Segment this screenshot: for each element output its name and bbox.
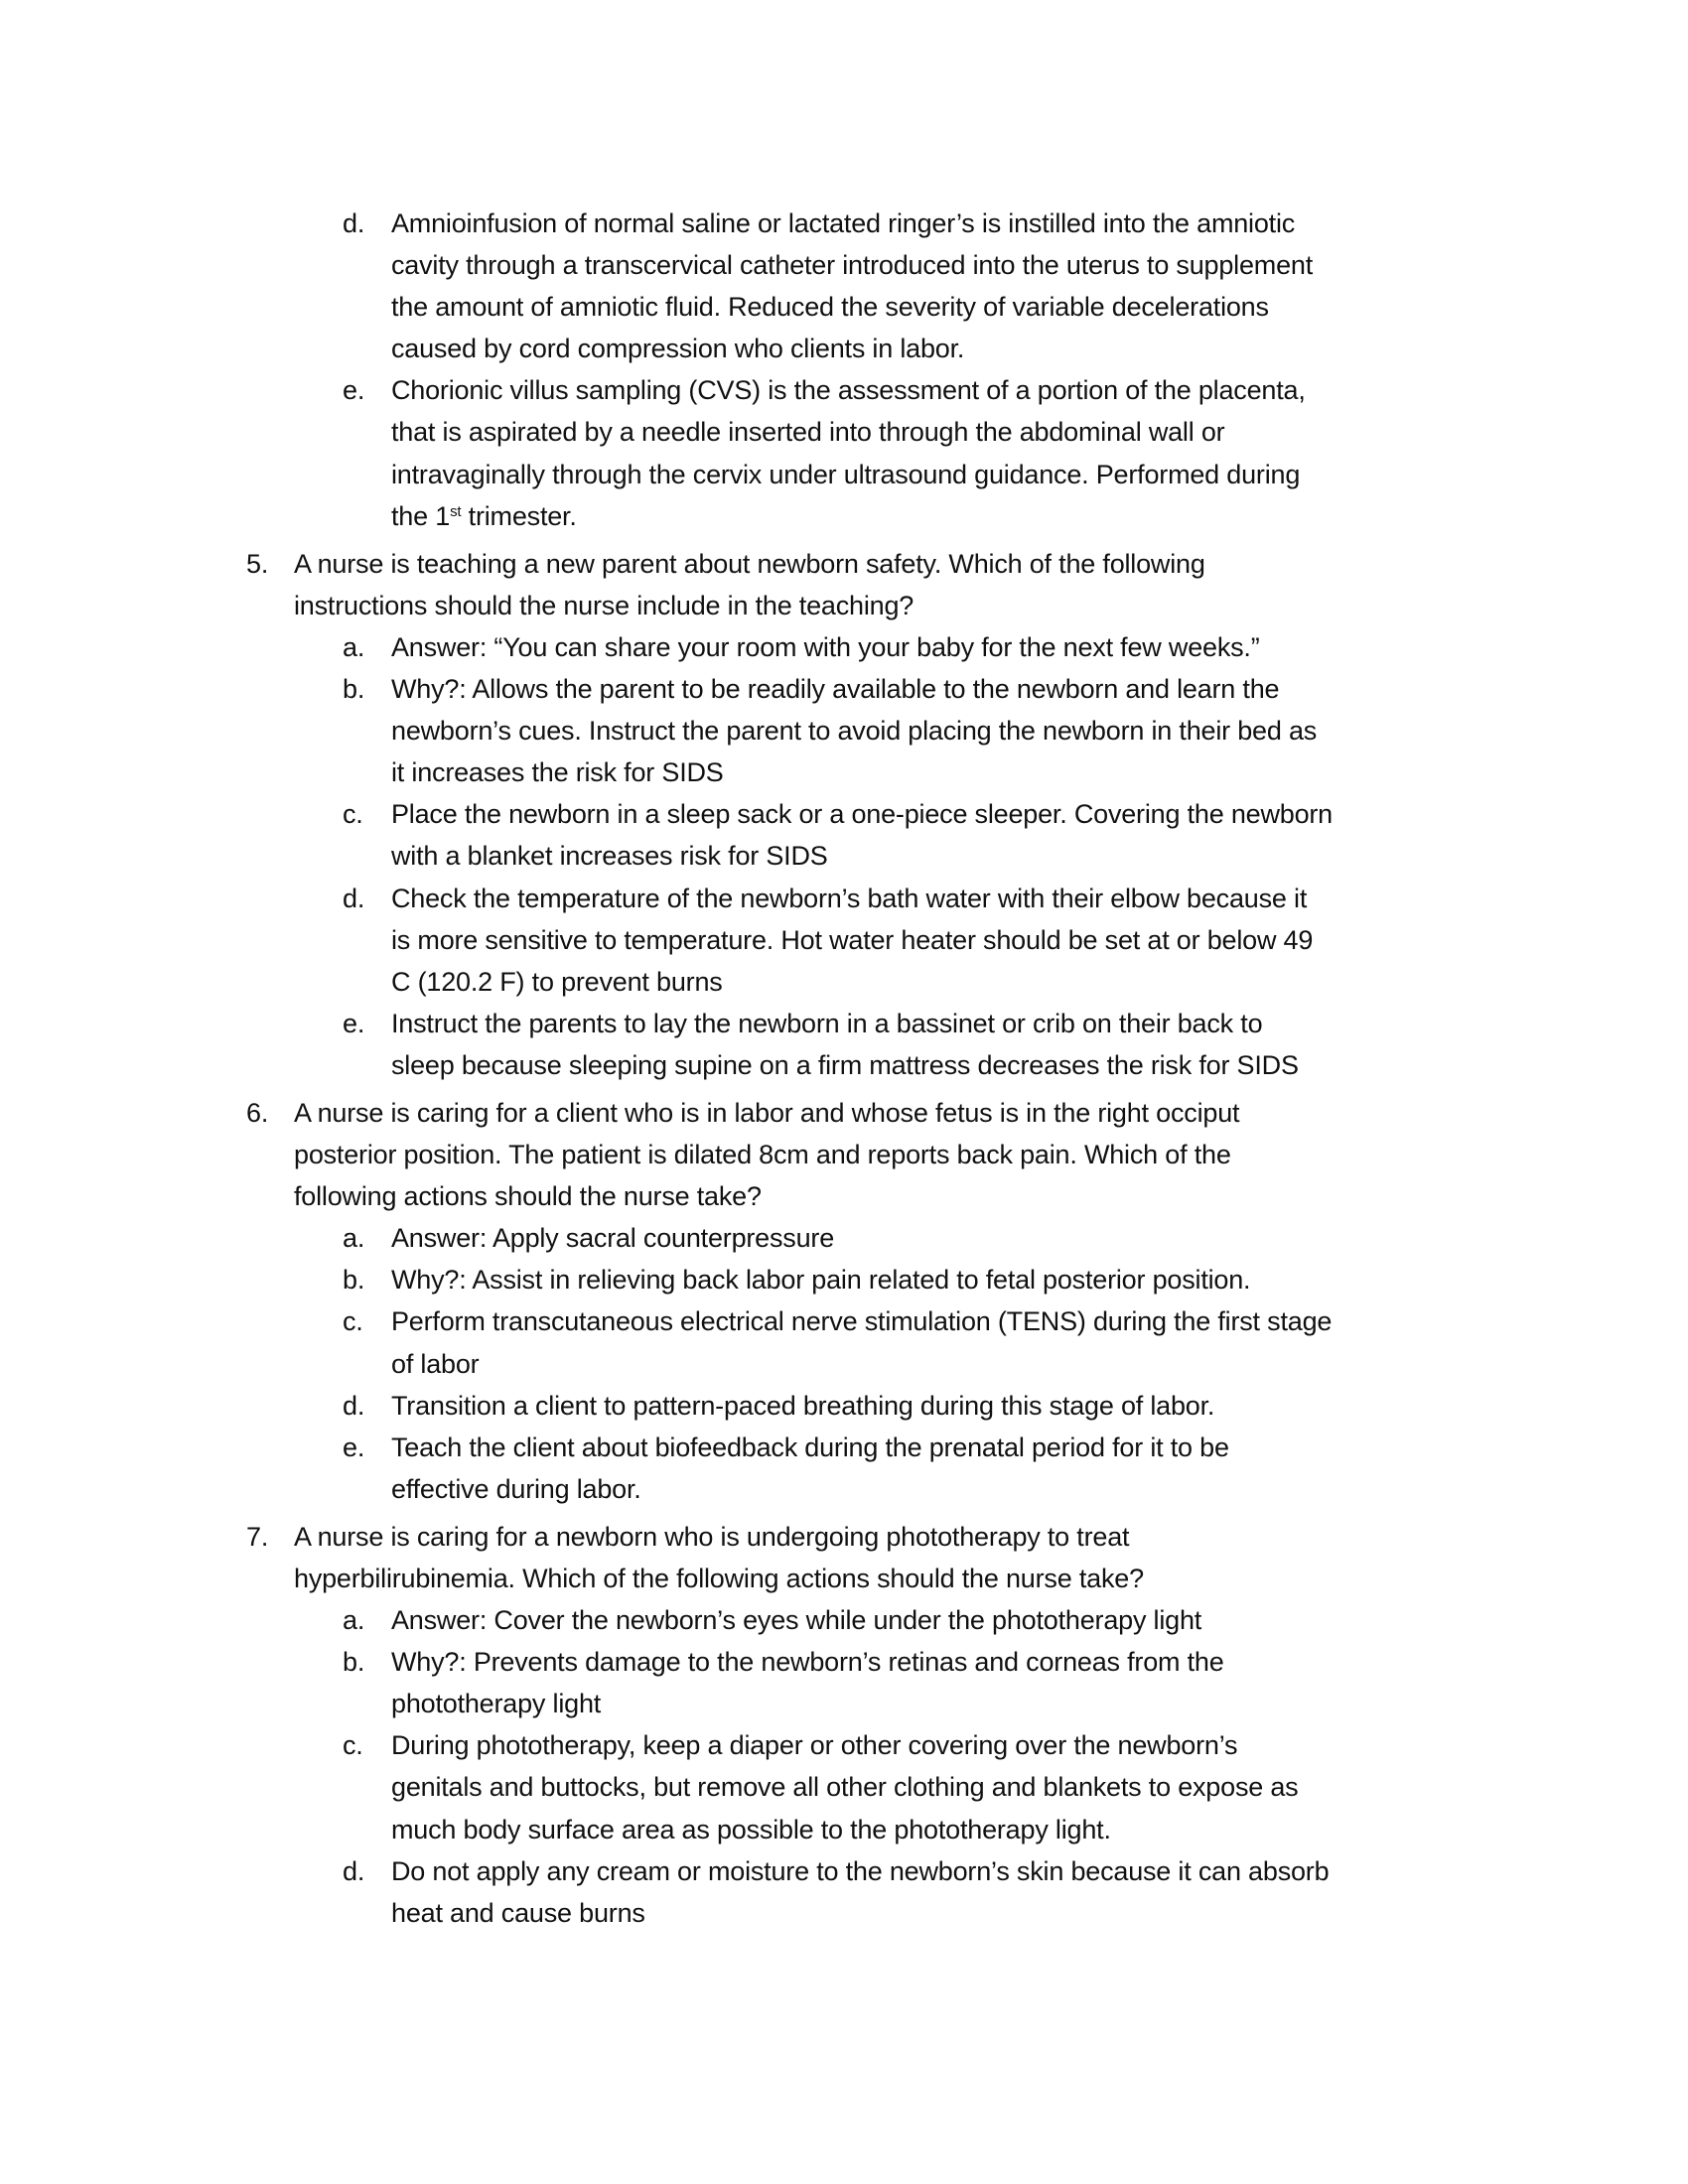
answer-option [0, 878, 1688, 1003]
answer-option [0, 1724, 1688, 1849]
list-marker: a. [343, 1223, 365, 1254]
answer-option [0, 203, 1688, 369]
list-marker: d. [343, 208, 365, 238]
list-marker: 5. [246, 548, 269, 579]
text-line: A nurse is caring for a newborn who is undergoing phototherapy to treat [294, 1521, 1130, 1552]
text-line: intravaginally through the cervix under ultrasound guidance. Performed during [391, 459, 1301, 489]
list-marker: 6. [246, 1097, 269, 1128]
text-line: Perform transcutaneous electrical nerve stimulation (TENS) during the first stage [391, 1306, 1333, 1337]
list-marker: c. [343, 799, 363, 830]
answer-option [0, 1599, 1688, 1641]
list-marker: b. [343, 674, 365, 705]
list-marker: c. [343, 1306, 363, 1337]
text-segment: the 1 [391, 500, 451, 531]
document-page [0, 203, 1688, 1934]
answer-option [0, 1259, 1688, 1300]
list-marker: a. [343, 631, 365, 662]
text-line: is more sensitive to temperature. Hot water heater should be set at or below 49 [391, 924, 1314, 955]
text-line: Answer: Cover the newborn’s eyes while under the phototherapy light [391, 1605, 1202, 1636]
list-marker: a. [343, 1605, 365, 1636]
text-line: posterior position. The patient is dilated 8cm and reports back pain. Which of the [294, 1140, 1231, 1170]
answer-option [0, 1003, 1688, 1086]
list-marker: c. [343, 1730, 363, 1761]
list-marker: b. [343, 1265, 365, 1296]
answer-option [0, 668, 1688, 793]
text-line: heat and cause burns [391, 1897, 645, 1928]
text-line: genitals and buttocks, but remove all other clothing and blankets to expose as [391, 1772, 1299, 1803]
text-line: Answer: Apply sacral counterpressure [391, 1223, 835, 1254]
text-segment: trimester. [461, 500, 577, 531]
question-item [0, 1092, 1688, 1217]
text-line: effective during labor. [391, 1473, 641, 1504]
list-marker: b. [343, 1647, 365, 1678]
answer-option [0, 1850, 1688, 1934]
text-line: it increases the risk for SIDS [391, 757, 724, 788]
text-line: following actions should the nurse take? [294, 1181, 762, 1212]
text-line: Why?: Assist in relieving back labor pain related to fetal posterior position. [391, 1265, 1251, 1296]
text-line: Transition a client to pattern-paced breathing during this stage of labor. [391, 1390, 1215, 1421]
answer-option [0, 626, 1688, 668]
text-line: Instruct the parents to lay the newborn in a bassinet or crib on their back to [391, 1008, 1263, 1038]
text-line: Why?: Prevents damage to the newborn’s retinas and corneas from the [391, 1647, 1224, 1678]
text-line: Do not apply any cream or moisture to the newborn’s skin because it can absorb [391, 1855, 1330, 1886]
list-marker: e. [343, 375, 365, 406]
text-line [0, 495, 1688, 537]
answer-option [0, 1641, 1688, 1724]
text-line: of labor [391, 1348, 480, 1379]
text-line: A nurse is teaching a new parent about newborn safety. Which of the following [294, 548, 1205, 579]
text-line: much body surface area as possible to the phototherapy light. [391, 1814, 1111, 1844]
list-marker: e. [343, 1432, 365, 1462]
text-line: Check the temperature of the newborn’s bath water with their elbow because it [391, 883, 1308, 913]
list-marker: d. [343, 883, 365, 913]
text-line: Teach the client about biofeedback during the prenatal period for it to be [391, 1432, 1229, 1462]
text-line: with a blanket increases risk for SIDS [391, 841, 828, 872]
text-line: phototherapy light [391, 1689, 602, 1719]
text-line: that is aspirated by a needle inserted into through the abdominal wall or [391, 417, 1225, 448]
question-item [0, 543, 1688, 626]
text-line: hyperbilirubinemia. Which of the following actions should the nurse take? [294, 1564, 1144, 1593]
text-line: Amnioinfusion of normal saline or lactated ringer’s is instilled into the amniotic [391, 208, 1296, 238]
superscript: st [450, 502, 462, 520]
text-line: sleep because sleeping supine on a firm mattress decreases the risk for SIDS [391, 1049, 1299, 1080]
text-line: A nurse is caring for a client who is in labor and whose fetus is in the right occiput [294, 1097, 1240, 1128]
text-line: During phototherapy, keep a diaper or other covering over the newborn’s [391, 1730, 1238, 1761]
text-line: caused by cord compression who clients in labor. [391, 334, 965, 364]
text-line: Answer: “You can share your room with your baby for the next few weeks.” [391, 631, 1260, 662]
text-line: newborn’s cues. Instruct the parent to avoid placing the newborn in their bed as [391, 716, 1318, 747]
answer-option [0, 1427, 1688, 1510]
list-marker: e. [343, 1008, 365, 1038]
question-item [0, 1516, 1688, 1599]
text-line: the amount of amniotic fluid. Reduced the severity of variable decelerations [391, 292, 1269, 323]
list-marker: 7. [246, 1521, 269, 1552]
text-line: Place the newborn in a sleep sack or a one-piece sleeper. Covering the newborn [391, 799, 1333, 830]
answer-option [0, 1217, 1688, 1259]
answer-option [0, 369, 1688, 536]
answer-option [0, 1300, 1688, 1384]
text-line: Why?: Allows the parent to be readily available to the newborn and learn the [391, 674, 1280, 705]
text-line: C (120.2 F) to prevent burns [391, 966, 723, 997]
text-line: cavity through a transcervical catheter introduced into the uterus to supplement [391, 250, 1314, 281]
text-line: instructions should the nurse include in the teaching? [294, 590, 914, 620]
list-marker: d. [343, 1390, 365, 1421]
text-line: Chorionic villus sampling (CVS) is the assessment of a portion of the placenta, [391, 375, 1306, 406]
answer-option [0, 793, 1688, 877]
list-marker: d. [343, 1855, 365, 1886]
answer-option [0, 1385, 1688, 1427]
